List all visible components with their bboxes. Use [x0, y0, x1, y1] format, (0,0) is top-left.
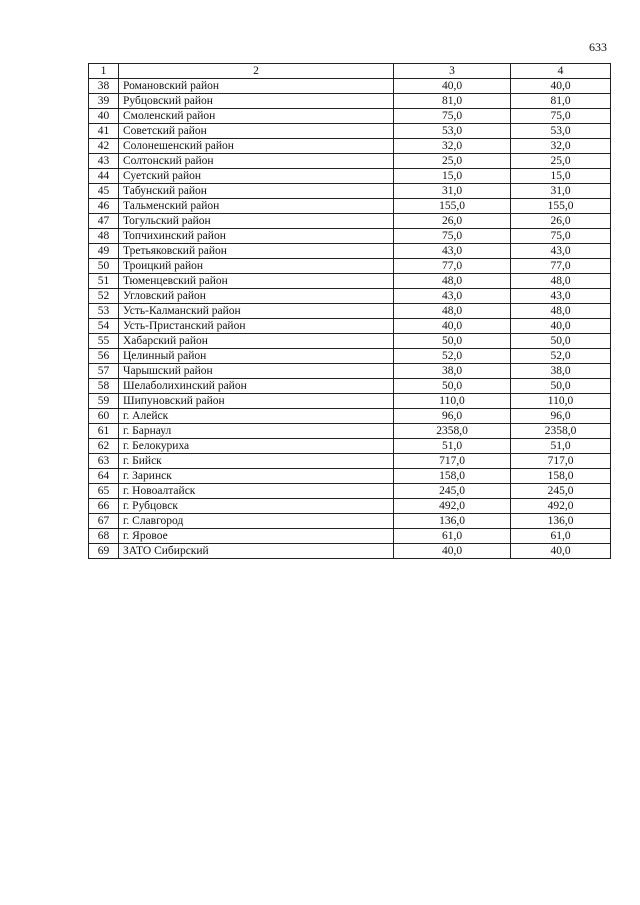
row-district-name: г. Новоалтайск — [119, 484, 394, 499]
row-value-col3: 75,0 — [394, 229, 511, 244]
header-col-1: 1 — [89, 64, 119, 79]
row-value-col3: 51,0 — [394, 439, 511, 454]
row-value-col4: 75,0 — [511, 229, 611, 244]
row-number: 46 — [89, 199, 119, 214]
table-row — [89, 154, 611, 169]
table-row — [89, 349, 611, 364]
row-district-name: Шипуновский район — [119, 394, 394, 409]
row-value-col3: 155,0 — [394, 199, 511, 214]
header-col-2: 2 — [119, 64, 394, 79]
row-number: 45 — [89, 184, 119, 199]
table-row — [89, 529, 611, 544]
table-row — [89, 244, 611, 259]
row-number: 49 — [89, 244, 119, 259]
row-value-col4: 245,0 — [511, 484, 611, 499]
table-row — [89, 394, 611, 409]
row-number: 68 — [89, 529, 119, 544]
row-value-col4: 40,0 — [511, 319, 611, 334]
row-district-name: Угловский район — [119, 289, 394, 304]
row-value-col3: 15,0 — [394, 169, 511, 184]
row-number: 54 — [89, 319, 119, 334]
row-number: 69 — [89, 544, 119, 559]
row-district-name: Тогульский район — [119, 214, 394, 229]
row-value-col4: 717,0 — [511, 454, 611, 469]
table-row — [89, 274, 611, 289]
table-row — [89, 364, 611, 379]
row-number: 44 — [89, 169, 119, 184]
row-value-col3: 43,0 — [394, 244, 511, 259]
row-value-col3: 32,0 — [394, 139, 511, 154]
row-value-col4: 96,0 — [511, 409, 611, 424]
row-value-col4: 50,0 — [511, 379, 611, 394]
table-row — [89, 379, 611, 394]
row-district-name: Советский район — [119, 124, 394, 139]
row-district-name: Суетский район — [119, 169, 394, 184]
row-district-name: ЗАТО Сибирский — [119, 544, 394, 559]
row-number: 39 — [89, 94, 119, 109]
row-value-col3: 717,0 — [394, 454, 511, 469]
header-row — [89, 64, 611, 79]
table-row — [89, 94, 611, 109]
row-value-col3: 40,0 — [394, 544, 511, 559]
row-value-col4: 40,0 — [511, 544, 611, 559]
row-district-name: г. Барнаул — [119, 424, 394, 439]
row-district-name: Рубцовский район — [119, 94, 394, 109]
row-value-col4: 492,0 — [511, 499, 611, 514]
row-value-col4: 32,0 — [511, 139, 611, 154]
row-number: 50 — [89, 259, 119, 274]
table-row — [89, 439, 611, 454]
row-district-name: Чарышский район — [119, 364, 394, 379]
table-row — [89, 229, 611, 244]
table-row — [89, 334, 611, 349]
table-row — [89, 79, 611, 94]
row-value-col4: 77,0 — [511, 259, 611, 274]
row-number: 63 — [89, 454, 119, 469]
row-district-name: г. Рубцовск — [119, 499, 394, 514]
row-value-col3: 245,0 — [394, 484, 511, 499]
table-row — [89, 169, 611, 184]
row-value-col4: 31,0 — [511, 184, 611, 199]
row-value-col3: 52,0 — [394, 349, 511, 364]
table-row — [89, 454, 611, 469]
row-number: 40 — [89, 109, 119, 124]
table-row — [89, 424, 611, 439]
row-value-col4: 75,0 — [511, 109, 611, 124]
row-value-col4: 43,0 — [511, 289, 611, 304]
table-row — [89, 109, 611, 124]
row-value-col3: 2358,0 — [394, 424, 511, 439]
row-number: 64 — [89, 469, 119, 484]
row-value-col4: 38,0 — [511, 364, 611, 379]
row-number: 66 — [89, 499, 119, 514]
table-row — [89, 259, 611, 274]
row-district-name: г. Славгород — [119, 514, 394, 529]
row-district-name: Усть-Пристанский район — [119, 319, 394, 334]
row-value-col4: 26,0 — [511, 214, 611, 229]
row-number: 58 — [89, 379, 119, 394]
header-col-3: 3 — [394, 64, 511, 79]
table-row — [89, 184, 611, 199]
row-number: 47 — [89, 214, 119, 229]
table-row — [89, 289, 611, 304]
row-value-col3: 96,0 — [394, 409, 511, 424]
table-row — [89, 214, 611, 229]
table-row — [89, 319, 611, 334]
row-value-col4: 158,0 — [511, 469, 611, 484]
row-value-col3: 53,0 — [394, 124, 511, 139]
row-value-col4: 61,0 — [511, 529, 611, 544]
row-district-name: г. Белокуриха — [119, 439, 394, 454]
page-number: 633 — [589, 40, 607, 54]
row-value-col3: 77,0 — [394, 259, 511, 274]
row-district-name: г. Алейск — [119, 409, 394, 424]
row-number: 57 — [89, 364, 119, 379]
row-value-col4: 25,0 — [511, 154, 611, 169]
row-district-name: Тюменцевский район — [119, 274, 394, 289]
row-value-col3: 75,0 — [394, 109, 511, 124]
row-number: 65 — [89, 484, 119, 499]
table-row — [89, 469, 611, 484]
row-district-name: Табунский район — [119, 184, 394, 199]
row-district-name: Шелаболихинский район — [119, 379, 394, 394]
row-value-col3: 61,0 — [394, 529, 511, 544]
table-row — [89, 124, 611, 139]
row-value-col4: 50,0 — [511, 334, 611, 349]
row-value-col3: 492,0 — [394, 499, 511, 514]
row-number: 42 — [89, 139, 119, 154]
row-district-name: г. Яровое — [119, 529, 394, 544]
row-number: 38 — [89, 79, 119, 94]
row-number: 51 — [89, 274, 119, 289]
row-value-col4: 40,0 — [511, 79, 611, 94]
row-district-name: Солтонский район — [119, 154, 394, 169]
row-value-col4: 52,0 — [511, 349, 611, 364]
row-district-name: Троицкий район — [119, 259, 394, 274]
row-number: 61 — [89, 424, 119, 439]
row-value-col3: 25,0 — [394, 154, 511, 169]
row-number: 53 — [89, 304, 119, 319]
row-number: 48 — [89, 229, 119, 244]
header-col-4: 4 — [511, 64, 611, 79]
row-value-col4: 43,0 — [511, 244, 611, 259]
table-row — [89, 304, 611, 319]
row-value-col3: 40,0 — [394, 79, 511, 94]
table-row — [89, 484, 611, 499]
row-number: 56 — [89, 349, 119, 364]
row-district-name: Хабарский район — [119, 334, 394, 349]
row-value-col4: 48,0 — [511, 304, 611, 319]
row-district-name: г. Бийск — [119, 454, 394, 469]
table-row — [89, 139, 611, 154]
data-table — [88, 63, 611, 559]
row-district-name: Третьяковский район — [119, 244, 394, 259]
row-number: 67 — [89, 514, 119, 529]
row-district-name: Топчихинский район — [119, 229, 394, 244]
row-district-name: Романовский район — [119, 79, 394, 94]
row-district-name: г. Заринск — [119, 469, 394, 484]
row-value-col3: 48,0 — [394, 274, 511, 289]
table-row — [89, 409, 611, 424]
row-value-col3: 43,0 — [394, 289, 511, 304]
row-value-col3: 110,0 — [394, 394, 511, 409]
row-value-col4: 110,0 — [511, 394, 611, 409]
row-value-col3: 136,0 — [394, 514, 511, 529]
row-value-col4: 48,0 — [511, 274, 611, 289]
row-value-col4: 15,0 — [511, 169, 611, 184]
table-row — [89, 514, 611, 529]
row-value-col3: 50,0 — [394, 334, 511, 349]
row-value-col3: 40,0 — [394, 319, 511, 334]
table-row — [89, 199, 611, 214]
row-value-col4: 155,0 — [511, 199, 611, 214]
row-value-col4: 81,0 — [511, 94, 611, 109]
row-value-col4: 136,0 — [511, 514, 611, 529]
row-district-name: Целинный район — [119, 349, 394, 364]
row-value-col4: 2358,0 — [511, 424, 611, 439]
row-value-col4: 51,0 — [511, 439, 611, 454]
table-row — [89, 544, 611, 559]
row-number: 41 — [89, 124, 119, 139]
row-district-name: Усть-Калманский район — [119, 304, 394, 319]
row-number: 59 — [89, 394, 119, 409]
table-body — [89, 79, 611, 559]
table-header — [89, 64, 611, 79]
row-value-col3: 31,0 — [394, 184, 511, 199]
row-district-name: Тальменский район — [119, 199, 394, 214]
row-number: 55 — [89, 334, 119, 349]
row-value-col3: 48,0 — [394, 304, 511, 319]
row-value-col3: 26,0 — [394, 214, 511, 229]
row-number: 60 — [89, 409, 119, 424]
row-value-col3: 38,0 — [394, 364, 511, 379]
row-value-col3: 158,0 — [394, 469, 511, 484]
row-value-col3: 50,0 — [394, 379, 511, 394]
row-value-col4: 53,0 — [511, 124, 611, 139]
row-district-name: Смоленский район — [119, 109, 394, 124]
row-number: 52 — [89, 289, 119, 304]
row-district-name: Солонешенский район — [119, 139, 394, 154]
table-row — [89, 499, 611, 514]
row-value-col3: 81,0 — [394, 94, 511, 109]
row-number: 43 — [89, 154, 119, 169]
row-number: 62 — [89, 439, 119, 454]
